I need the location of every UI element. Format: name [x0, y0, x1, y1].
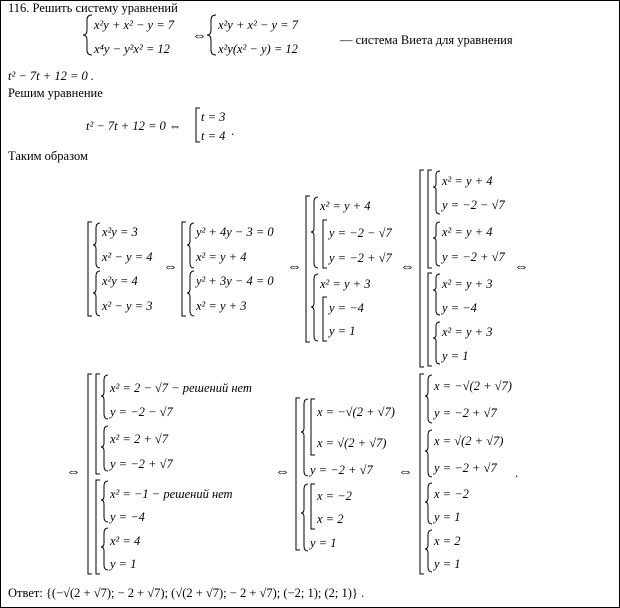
system2-equation1: x²y + x² − y = 7: [218, 18, 298, 32]
brace-step5-1: [101, 375, 108, 419]
system1-equation1: x²y + x² − y = 7: [94, 18, 174, 32]
step4-c4a: x² = y + 3: [442, 325, 493, 339]
brace-step2-a: [187, 223, 194, 268]
bracket-step3-b: [323, 297, 327, 341]
bracket-step3: [306, 196, 310, 342]
step1-b2: x² − y = 3: [102, 299, 153, 313]
brace-step1-a: [93, 223, 100, 268]
bracket-step6-b: [311, 484, 315, 529]
step5-c1a: x² = 2 − √7 − решений нет: [110, 381, 252, 395]
step7-c2b: y = −2 + √7: [434, 461, 497, 475]
bracket-step2: [182, 222, 186, 316]
bracket-step5-top: [96, 374, 100, 474]
root-2: t = 4: [201, 129, 226, 143]
bracket-step4-top: [428, 170, 432, 268]
solve-equation: t² − 7t + 12 = 0 ⇔: [86, 119, 182, 133]
brace-step5-2: [101, 426, 108, 471]
step2-a1: y² + 4y − 3 = 0: [196, 225, 274, 239]
solve-text: Решим уравнение: [8, 86, 103, 100]
step4-c3b: y = −4: [442, 301, 477, 315]
system2-equation2: x²y(x² − y) = 12: [218, 42, 298, 56]
bracket-step5-outer: [88, 374, 92, 574]
problem-header: 116. Решить систему уравнений: [8, 1, 178, 15]
step3-b1: y = −4: [329, 301, 364, 315]
step4-c2b: y = −2 + √7: [442, 250, 505, 264]
brace-step5-3: [101, 481, 108, 522]
step6-b1: x = −2: [317, 489, 352, 503]
step1-b1: x²y = 4: [102, 274, 138, 288]
brace-step4-3: [433, 274, 440, 315]
thus-text: Таким образом: [8, 149, 88, 163]
iff-6: ⇔: [275, 464, 290, 480]
brace-step6-a: [301, 399, 308, 476]
step2-a2: x² = y + 4: [196, 250, 247, 264]
brace-step2-b: [187, 271, 194, 316]
bracket-step6-outer: [296, 398, 300, 550]
step4-c4b: y = 1: [442, 349, 469, 363]
step5-c1b: y = −2 − √7: [110, 405, 173, 419]
brace-step7-4: [425, 530, 432, 572]
step2-b1: y² + 3y − 4 = 0: [196, 274, 274, 288]
step4-c3a: x² = y + 3: [442, 277, 493, 291]
step3-a0: x² = y + 4: [320, 199, 371, 213]
step2-b2: x² = y + 3: [196, 299, 247, 313]
brace-step4-2: [433, 222, 440, 266]
iff-3: ⇔: [400, 259, 415, 275]
system1-equation2: x⁴y − y²x² = 12: [94, 42, 170, 56]
iff-4: ⇔: [514, 259, 529, 275]
brace-step6-b: [301, 484, 308, 551]
step5-c2b: y = −2 + √7: [110, 457, 173, 471]
iff-2: ⇔: [287, 259, 302, 275]
step7-c4a: x = 2: [434, 534, 461, 548]
bracket-step7-outer: [420, 374, 424, 574]
quadratic-equation: t² − 7t + 12 = 0 .: [8, 69, 94, 83]
brace-step7-1: [425, 375, 432, 423]
bracket-step6-a: [311, 399, 315, 455]
step3-a1: y = −2 − √7: [329, 226, 392, 240]
step7-period: .: [515, 466, 519, 480]
bracket-step5-bottom: [96, 480, 100, 574]
step4-c1b: y = −2 − √7: [442, 198, 505, 212]
step5-c4a: x² = 4: [110, 534, 141, 548]
step6-b2: x = 2: [317, 512, 344, 526]
brace-step4-1: [433, 171, 440, 214]
brace-step4-4: [433, 322, 440, 364]
brace-system-2: [207, 15, 216, 55]
step1-a1: x²y = 3: [102, 225, 138, 239]
brace-step5-4: [101, 528, 108, 570]
root-1: t = 3: [201, 110, 226, 124]
step3-a2: y = −2 + √7: [329, 251, 392, 265]
vieta-text: — система Виета для уравнения: [340, 33, 513, 47]
answer-line: Ответ: {(−√(2 + √7); − 2 + √7); (√(2 + √7); − 2 + √7); (−2; 1); (2; 1)} .: [8, 586, 365, 600]
step5-c4b: y = 1: [110, 557, 137, 571]
step4-c2a: x² = y + 4: [442, 225, 493, 239]
step7-c1a: x = −√(2 + √7): [434, 379, 512, 393]
step6-b3: y = 1: [310, 536, 337, 550]
iff-symbol: ⇔: [192, 28, 207, 44]
bracket-step1: [88, 222, 92, 316]
step5-c3b: y = −4: [110, 510, 145, 524]
step7-c2a: x = √(2 + √7): [434, 434, 504, 448]
iff-1: ⇔: [163, 259, 178, 275]
step3-b0: x² = y + 3: [320, 277, 371, 291]
brace-step7-3: [425, 483, 432, 524]
step7-c3b: y = 1: [434, 510, 461, 524]
brace-step3-a: [311, 197, 318, 268]
bracket-step3-a: [323, 220, 327, 268]
bracket-roots: [196, 108, 200, 142]
brace-step7-2: [425, 430, 432, 477]
iff-5: ⇔: [66, 464, 81, 480]
step1-a2: x² − y = 4: [102, 250, 153, 264]
bracket-step4-outer: [420, 170, 424, 367]
brace-system-1: [83, 15, 92, 55]
step7-c1b: y = −2 + √7: [434, 406, 497, 420]
iff-7: ⇔: [398, 464, 413, 480]
brace-step1-b: [93, 271, 100, 316]
step3-b2: y = 1: [329, 324, 356, 338]
step6-a1: x = −√(2 + √7): [317, 405, 395, 419]
step4-c1a: x² = y + 4: [442, 174, 493, 188]
brace-step3-b: [311, 274, 318, 341]
step5-c2a: x² = 2 + √7: [110, 432, 169, 446]
roots-period: .: [231, 124, 235, 138]
step7-c3a: x = −2: [434, 487, 469, 501]
bracket-step4-bottom: [428, 273, 432, 366]
step7-c4b: y = 1: [434, 557, 461, 571]
step6-a2: x = √(2 + √7): [317, 436, 387, 450]
step6-a3: y = −2 + √7: [310, 463, 373, 477]
step5-c3a: x² = −1 − решений нет: [110, 487, 233, 501]
